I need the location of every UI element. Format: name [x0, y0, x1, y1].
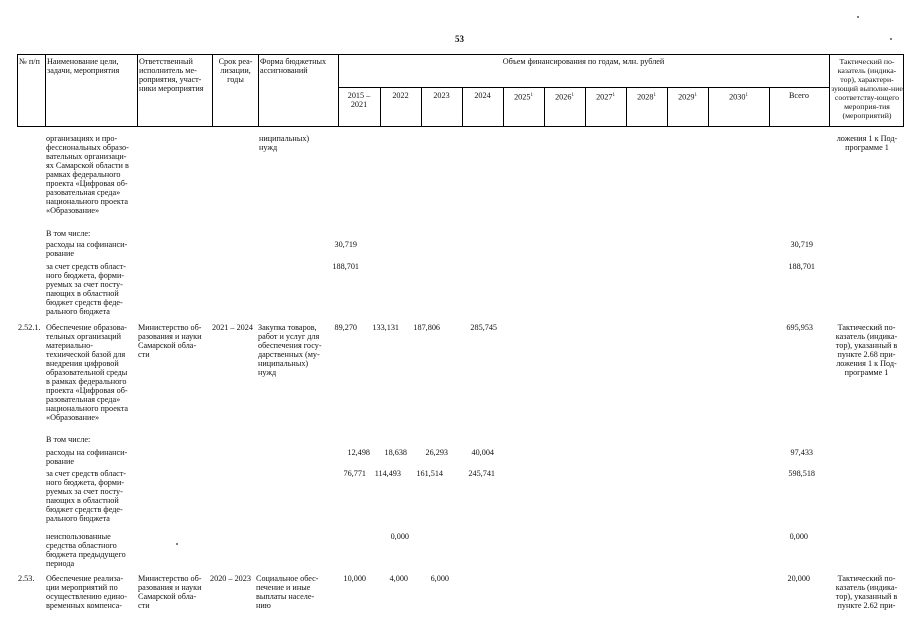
year-2026: 2026$^1$: [555, 92, 574, 102]
item-term: 2020 – 2023: [210, 574, 251, 583]
item-indicator: Тактический по- казатель (индика- тор), указанный в пункте 2.68 при- ложения 1 к Под- программе 1: [835, 323, 898, 377]
regional-2022: 114,493: [374, 469, 401, 478]
year-total: Всего: [788, 91, 810, 100]
item-term: 2021 – 2024: [212, 323, 253, 332]
item-number: 2.53.: [18, 574, 35, 583]
year-2022: 2022: [392, 91, 409, 100]
item-total: 20,000: [787, 574, 810, 583]
cofinancing-name: расходы на софинанси- рование: [46, 448, 128, 466]
item-value-2023: 187,806: [413, 323, 440, 332]
year-2025: 2025$^1$: [514, 92, 533, 102]
col-border: [258, 54, 259, 127]
item-value-2022: 4,000: [389, 574, 408, 583]
header-term: Срок реа-лизации, годы: [218, 57, 253, 84]
regional-2024: 245,741: [468, 469, 495, 478]
regional-2023: 161,514: [416, 469, 443, 478]
unused-funds-2022: 0,000: [390, 532, 409, 541]
cofinancing-total: 97,433: [790, 448, 813, 457]
scan-speck: [890, 38, 892, 40]
col-border: [17, 54, 18, 127]
cofinancing-name: расходы на софинанси- рование: [46, 240, 128, 258]
col-border: [45, 54, 46, 127]
cofinancing-total: 30,719: [790, 240, 813, 249]
header-financing: Объем финансирования по годам, млн. рублей: [502, 57, 665, 66]
item-form: Социальное обес- печение и иные выплаты населе- нию: [256, 574, 319, 610]
year-2029: 2029$^1$: [678, 92, 697, 102]
page-number: 53: [455, 34, 464, 44]
item-form: Закупка товаров, работ и услуг для обеспечения госу- дарственных (му- ниципальных) нужд: [258, 323, 322, 377]
cofinancing-2023: 26,293: [425, 448, 448, 457]
year-2015-2021: 2015 – 2021: [347, 91, 371, 109]
item-value-2024: 285,745: [470, 323, 497, 332]
header-executor: Ответственный исполнитель ме-роприятия, участ-ники мероприятия: [139, 57, 204, 93]
year-2024: 2024: [474, 91, 491, 100]
year-2027: 2027$^1$: [596, 92, 615, 102]
item-name: Обеспечение образова- тельных организаций материально- технической базой для внедрения цифровой образовательной среды в рамках федерального проекта «Цифровая об- разовательная среда» национального проекта «Образование»: [46, 323, 129, 422]
cofinancing-2024: 40,004: [471, 448, 494, 457]
item-executor: Министерство об- разования и науки Самарской обла- сти: [138, 574, 202, 610]
cofinancing-2022: 18,638: [384, 448, 407, 457]
item-value-2015-2021: 10,000: [343, 574, 366, 583]
header-bottom-line: [17, 126, 903, 127]
regional-total: 598,518: [788, 469, 815, 478]
row-form-continued: ниципальных) нужд: [259, 134, 310, 152]
year-2028: 2028$^1$: [637, 92, 656, 102]
row-indicator-continued: ложения 1 к Под- программе 1: [836, 134, 898, 152]
year-2023: 2023: [433, 91, 450, 100]
regional-funds-value: 188,701: [332, 262, 359, 271]
col-border: [137, 54, 138, 127]
item-value-2023: 6,000: [430, 574, 449, 583]
years-row-line: [338, 87, 829, 88]
header-form: Форма бюджетных ассигнований: [260, 57, 327, 75]
row-name-continued: организациях и про- фессиональных образо- вательных организаци- ях Самарской области в рамках федерального проекта «Цифровая об- разовательная среда» национального проекта «Образование»: [46, 134, 129, 215]
unused-funds-name: неиспользованные средства областного бюджета предыдущего периода: [46, 532, 126, 568]
header-indicator: Тактический по-казатель (индика-тор), характери-зующий выполне-ние соответству-ющего мероприя-тия (мероприятий): [831, 57, 903, 120]
included-label: В том числе:: [46, 229, 91, 238]
item-indicator: Тактический по- казатель (индика- тор), указанный в пункте 2.62 при-: [835, 574, 898, 610]
regional-funds-name: за счет средств област- ного бюджета, форми- руемых за счет посту- пающих в областной бюджет средств феде- рального бюджета: [46, 469, 127, 523]
header-num: № п/п: [19, 57, 40, 66]
included-label: В том числе:: [46, 435, 91, 444]
cofinancing-value: 30,719: [334, 240, 357, 249]
item-total: 695,953: [786, 323, 813, 332]
item-value-2015-2021: 89,270: [334, 323, 357, 332]
item-value-2022: 133,131: [372, 323, 399, 332]
scan-speck: [176, 543, 178, 545]
header-name: Наименование цели, задачи, мероприятия: [47, 57, 120, 75]
cofinancing-2015-2021: 12,498: [347, 448, 370, 457]
year-2030: 2030$^1$: [729, 92, 748, 102]
unused-funds-total: 0,000: [789, 532, 808, 541]
scan-speck: [857, 16, 859, 18]
regional-funds-total: 188,701: [788, 262, 815, 271]
item-executor: Министерство об- разования и науки Самарской обла- сти: [138, 323, 202, 359]
regional-funds-name: за счет средств област- ного бюджета, форми- руемых за счет посту- пающих в областной бюджет средств феде- рального бюджета: [46, 262, 127, 316]
regional-2015-2021: 76,771: [343, 469, 366, 478]
item-name: Обеспечение реализа- ции мероприятий по осуществлению едино- временных компенса-: [46, 574, 127, 610]
header-top-line: [17, 54, 903, 55]
item-number: 2.52.1.: [18, 323, 41, 332]
